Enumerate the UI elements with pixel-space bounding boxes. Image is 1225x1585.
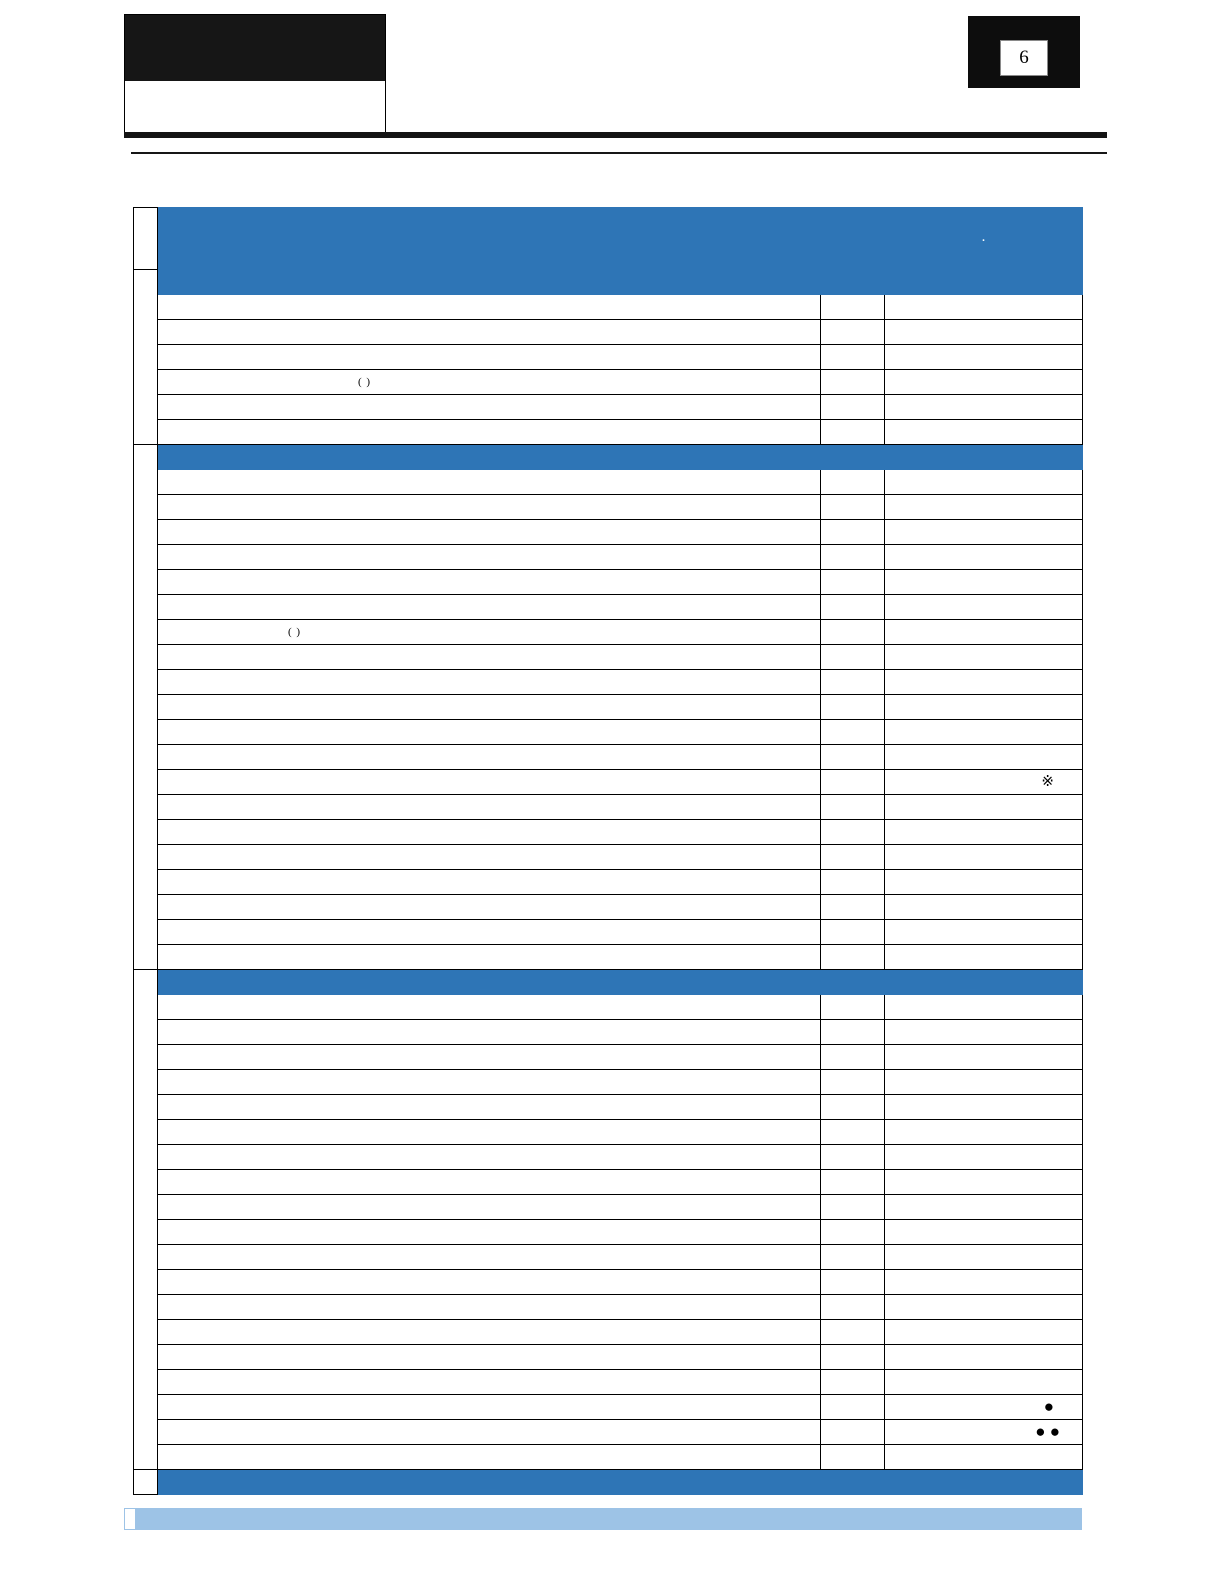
row-note: [885, 620, 1083, 645]
bullet-dot-pair-icon: ● ●: [885, 1420, 1083, 1445]
row-qty: [821, 1370, 885, 1395]
row-qty: [821, 745, 885, 770]
row-note: [885, 420, 1083, 445]
row-name: [158, 1095, 821, 1120]
row-qty: [821, 295, 885, 320]
row-name: [158, 820, 821, 845]
table-row: [134, 645, 1083, 670]
table-row: [134, 770, 1083, 795]
row-qty: [821, 1295, 885, 1320]
specification-table: [133, 207, 1083, 1495]
row-note: [885, 1145, 1083, 1170]
row-note: [885, 1270, 1083, 1295]
row-qty: [821, 695, 885, 720]
row-name: [158, 420, 821, 445]
section-note: [885, 970, 1083, 995]
section-label: [158, 445, 821, 470]
row-name: ( ): [158, 370, 821, 395]
header-logo-band-label: [125, 15, 385, 19]
row-name: [158, 345, 821, 370]
header-divider-thin: [131, 152, 1107, 154]
table-row: [134, 1395, 1083, 1420]
row-name: [158, 470, 821, 495]
row-note: [885, 695, 1083, 720]
row-qty: [821, 420, 885, 445]
row-qty: [821, 1445, 885, 1470]
row-qty: [821, 1395, 885, 1420]
row-name: [158, 995, 821, 1020]
row-note: [885, 1220, 1083, 1245]
footer-band: [124, 1508, 1082, 1530]
row-note: [885, 520, 1083, 545]
table-row: [134, 320, 1083, 345]
row-name: [158, 670, 821, 695]
table-row: [134, 420, 1083, 445]
row-qty: [821, 820, 885, 845]
table-row: [134, 820, 1083, 845]
row-qty: [821, 620, 885, 645]
row-qty: [821, 670, 885, 695]
row-name: [158, 695, 821, 720]
table-row: [134, 1095, 1083, 1120]
section-qty: [821, 270, 885, 295]
table-row: [134, 845, 1083, 870]
row-qty: [821, 1345, 885, 1370]
row-qty: [821, 1320, 885, 1345]
row-note: [885, 470, 1083, 495]
row-name: [158, 1020, 821, 1045]
row-qty: [821, 545, 885, 570]
row-note: [885, 370, 1083, 395]
row-note: [885, 570, 1083, 595]
table-row: [134, 720, 1083, 745]
table-title-name: [158, 208, 821, 239]
table-section-header: [134, 270, 1083, 295]
row-name: [158, 845, 821, 870]
row-qty: [821, 845, 885, 870]
row-name: [158, 320, 821, 345]
section-note: [885, 1470, 1083, 1495]
row-note: [885, 545, 1083, 570]
table-row: [134, 345, 1083, 370]
row-qty: [821, 495, 885, 520]
table-row: [134, 470, 1083, 495]
row-name: [158, 1245, 821, 1270]
row-note: [885, 795, 1083, 820]
row-qty: [821, 595, 885, 620]
table-row: [134, 495, 1083, 520]
row-qty: [821, 1270, 885, 1295]
row-note: [885, 1070, 1083, 1095]
table-row: [134, 1370, 1083, 1395]
row-name: [158, 1045, 821, 1070]
row-name: [158, 1320, 821, 1345]
table-row: [134, 520, 1083, 545]
row-name: [158, 1420, 821, 1445]
row-note: [885, 1170, 1083, 1195]
row-name: [158, 1120, 821, 1145]
row-qty: [821, 995, 885, 1020]
row-name: [158, 645, 821, 670]
row-note: [885, 495, 1083, 520]
section-qty: [821, 970, 885, 995]
row-name: [158, 395, 821, 420]
table-row: [134, 595, 1083, 620]
page-number-badge: 6: [1000, 40, 1048, 76]
row-note: [885, 1445, 1083, 1470]
table-title-note: .: [885, 208, 1083, 270]
row-note: [885, 1045, 1083, 1070]
row-note: [885, 1095, 1083, 1120]
row-name: [158, 1445, 821, 1470]
row-qty: [821, 370, 885, 395]
row-name: [158, 1170, 821, 1195]
row-qty: [821, 470, 885, 495]
row-qty: [821, 645, 885, 670]
row-name: [158, 895, 821, 920]
table-row: [134, 945, 1083, 970]
row-qty: [821, 1045, 885, 1070]
row-qty: [821, 1120, 885, 1145]
row-note: [885, 1345, 1083, 1370]
footer-spine-cell: [125, 1509, 136, 1529]
row-qty: [821, 345, 885, 370]
table-row: [134, 920, 1083, 945]
bullet-dot-icon: ●: [885, 1395, 1083, 1420]
table-row: [134, 1195, 1083, 1220]
table-row: [134, 1070, 1083, 1095]
specification-table-wrapper: [133, 207, 1082, 1495]
table-row: [134, 745, 1083, 770]
table-row: [134, 870, 1083, 895]
row-name: [158, 1145, 821, 1170]
table-row: [134, 670, 1083, 695]
row-note: [885, 820, 1083, 845]
row-name: [158, 1220, 821, 1245]
row-name: [158, 570, 821, 595]
table-row: [134, 995, 1083, 1020]
row-qty: [821, 1220, 885, 1245]
row-name: [158, 1395, 821, 1420]
header-logo-band: [125, 15, 385, 81]
row-note: [885, 645, 1083, 670]
row-note: [885, 1295, 1083, 1320]
table-row: [134, 1320, 1083, 1345]
row-note: [885, 720, 1083, 745]
row-qty: [821, 920, 885, 945]
row-qty: [821, 1170, 885, 1195]
table-section-header: [134, 445, 1083, 470]
row-name: [158, 1195, 821, 1220]
row-qty: [821, 870, 885, 895]
row-name: [158, 1270, 821, 1295]
row-name: [158, 1295, 821, 1320]
row-name: [158, 920, 821, 945]
row-name: [158, 295, 821, 320]
row-name: [158, 1370, 821, 1395]
section-label: [158, 970, 821, 995]
section-label: [158, 1470, 821, 1495]
row-name: ( ): [158, 620, 821, 645]
reference-mark-icon: ※: [885, 770, 1083, 795]
table-row: [134, 1445, 1083, 1470]
row-name: [158, 745, 821, 770]
row-qty: [821, 720, 885, 745]
section-label: [158, 270, 821, 295]
row-name: [158, 520, 821, 545]
row-qty: [821, 1070, 885, 1095]
table-title-qty-continued: [821, 239, 885, 270]
row-note: [885, 670, 1083, 695]
header-logo-box: [124, 14, 386, 136]
row-note: [885, 395, 1083, 420]
row-name: [158, 770, 821, 795]
row-qty: [821, 1195, 885, 1220]
table-spine-cell: [134, 208, 158, 270]
table-row: [134, 295, 1083, 320]
table-spine-cell: [134, 1470, 158, 1495]
row-note: [885, 745, 1083, 770]
table-title-row: [134, 208, 1083, 239]
row-note: [885, 845, 1083, 870]
table-row: [134, 1245, 1083, 1270]
table-row: [134, 695, 1083, 720]
row-name: [158, 870, 821, 895]
row-note: [885, 1120, 1083, 1145]
header-logo-sub-label: [125, 81, 385, 87]
table-row: [134, 370, 1083, 395]
row-qty: [821, 1020, 885, 1045]
table-spine-cell: [134, 445, 158, 970]
section-note: [885, 270, 1083, 295]
section-qty: [821, 1470, 885, 1495]
row-name: [158, 795, 821, 820]
section-note: [885, 445, 1083, 470]
specification-table-body: [134, 208, 1083, 1495]
row-note: [885, 870, 1083, 895]
table-row: [134, 1170, 1083, 1195]
table-row: [134, 795, 1083, 820]
table-row: [134, 1420, 1083, 1445]
row-qty: [821, 1420, 885, 1445]
row-name: [158, 1345, 821, 1370]
row-qty: [821, 570, 885, 595]
section-qty: [821, 445, 885, 470]
table-row: [134, 1020, 1083, 1045]
table-row: [134, 570, 1083, 595]
row-note: [885, 595, 1083, 620]
table-title-name-continued: [158, 239, 821, 270]
row-note: [885, 1245, 1083, 1270]
row-note: [885, 1195, 1083, 1220]
table-row: [134, 1120, 1083, 1145]
row-qty: [821, 895, 885, 920]
row-qty: [821, 320, 885, 345]
table-title-qty: [821, 208, 885, 239]
table-row: [134, 620, 1083, 645]
row-name: [158, 720, 821, 745]
table-row: [134, 895, 1083, 920]
row-note: [885, 895, 1083, 920]
row-note: [885, 345, 1083, 370]
table-spine-cell: [134, 270, 158, 445]
row-name: [158, 1070, 821, 1095]
table-row: [134, 1220, 1083, 1245]
row-qty: [821, 1095, 885, 1120]
row-qty: [821, 945, 885, 970]
row-note: [885, 1370, 1083, 1395]
row-note: [885, 1020, 1083, 1045]
row-note: [885, 1320, 1083, 1345]
row-qty: [821, 1245, 885, 1270]
row-note: [885, 995, 1083, 1020]
row-name: [158, 495, 821, 520]
row-note: [885, 320, 1083, 345]
row-note: [885, 295, 1083, 320]
table-row: [134, 1045, 1083, 1070]
table-row: [134, 1270, 1083, 1295]
row-qty: [821, 395, 885, 420]
table-row: [134, 1345, 1083, 1370]
table-row: [134, 1145, 1083, 1170]
table-row: [134, 395, 1083, 420]
row-qty: [821, 1145, 885, 1170]
row-name: [158, 595, 821, 620]
table-section-header: [134, 970, 1083, 995]
row-note: [885, 945, 1083, 970]
table-row: [134, 1295, 1083, 1320]
header-divider-thick: [124, 132, 1107, 138]
table-row: [134, 545, 1083, 570]
row-qty: [821, 520, 885, 545]
row-name: [158, 545, 821, 570]
table-footer-section-header: [134, 1470, 1083, 1495]
table-spine-cell: [134, 970, 158, 1470]
row-name: [158, 945, 821, 970]
row-qty: [821, 770, 885, 795]
row-qty: [821, 795, 885, 820]
row-note: [885, 920, 1083, 945]
